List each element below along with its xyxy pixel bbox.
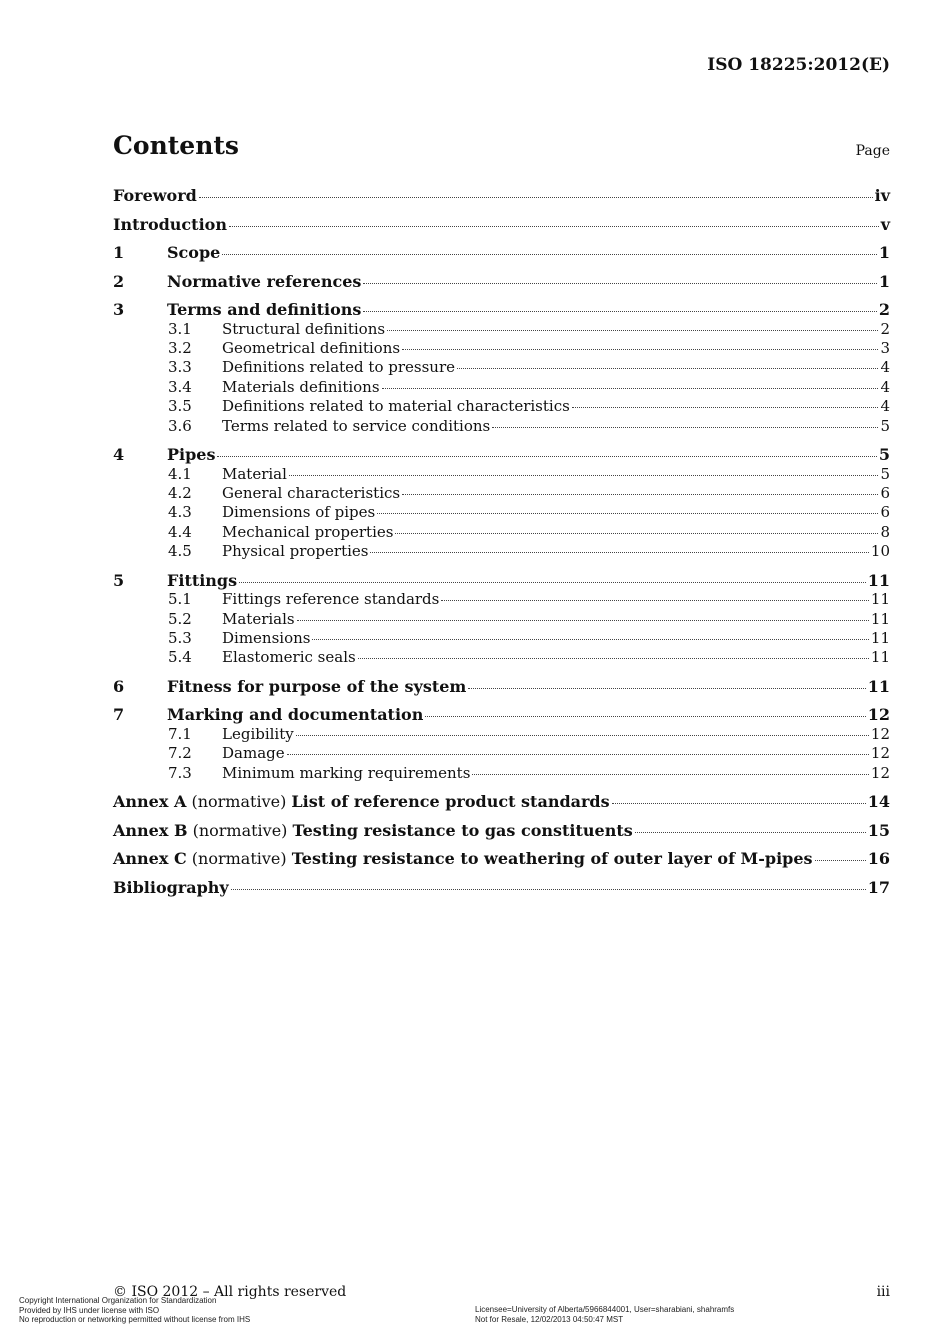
license-line: Not for Resale, 12/02/2013 04:50:47 MST [475,1314,624,1324]
dot-leader [612,803,866,804]
dot-leader [297,620,869,621]
toc-entry-title [222,542,368,561]
table-of-contents [113,186,890,897]
toc-entry-title [113,186,197,205]
toc-entry[interactable] [113,629,890,648]
dot-leader [441,600,869,601]
toc-entry[interactable] [113,610,890,629]
toc-entry-title [222,484,400,503]
toc-entry-title [222,339,400,358]
toc-entry-number: 5 [113,570,125,590]
toc-entry-title-main: Elastomeric seals [222,648,356,667]
toc-entry-title-main: Terms and definitions [167,300,362,320]
toc-entry-number: 4.5 [168,542,192,561]
dot-leader [402,349,878,350]
page-title: Contents [113,131,240,160]
toc-entry-number: 3.4 [168,377,192,396]
toc-entry[interactable] [113,186,890,205]
dot-leader [402,494,878,495]
toc-entry-page: 1 [878,243,890,263]
toc-entry[interactable] [113,571,890,590]
toc-entry[interactable] [113,503,890,522]
toc-entry[interactable] [113,590,890,609]
toc-entry-title [222,590,439,609]
toc-entry[interactable] [113,243,890,262]
toc-entry-title-main: Introduction [113,214,227,234]
license-notice-right [475,1305,734,1324]
toc-entry-page: 14 [867,792,890,812]
toc-entry-title [222,503,375,522]
dot-leader [377,513,878,514]
toc-entry-page: iv [874,186,890,205]
toc-entry-number: 3.3 [168,358,192,377]
toc-entry-page: 17 [867,877,890,897]
toc-entry-page: 1 [878,271,890,291]
copyright-notice: © ISO 2012 – All rights reserved [113,1284,347,1300]
toc-entry-number: 7 [113,705,125,725]
dot-leader [635,832,866,833]
toc-entry-title-main: Terms related to service conditions [222,416,491,435]
dot-leader [363,283,876,284]
toc-entry-title-main: Material [222,464,287,483]
toc-entry-title-main: Marking and documentation [167,705,424,725]
toc-entry-page: 12 [867,705,890,725]
toc-entry-page: 5 [880,416,890,435]
toc-entry-number: 5.3 [168,628,192,647]
toc-entry-page: 2 [878,300,890,320]
toc-entry-number: 7.2 [168,744,192,763]
toc-entry-number: 3 [113,300,125,320]
toc-entry-title-main: Materials [222,609,295,628]
dot-leader [492,427,878,428]
toc-entry[interactable] [113,523,890,542]
toc-entry-page: 6 [880,484,890,503]
toc-entry-page: 8 [880,522,890,541]
toc-entry-title-main: Structural definitions [222,319,386,338]
toc-entry[interactable] [113,542,890,561]
dot-leader [199,197,873,198]
toc-entry[interactable] [113,215,890,234]
toc-entry-page: 11 [867,570,890,590]
toc-entry[interactable] [113,320,890,339]
dot-leader [231,889,866,890]
toc-entry-number: 1 [113,243,125,263]
dot-leader [312,639,868,640]
toc-entry-page: 3 [880,339,890,358]
license-notice-left [19,1296,250,1325]
toc-entry-page: 4 [880,358,890,377]
dot-leader [468,688,865,689]
toc-entry-page: v [880,214,890,234]
page-column-label: Page [855,143,890,159]
toc-entry[interactable] [113,764,890,783]
toc-entry-page: 11 [870,609,890,628]
license-line: No reproduction or networking permitted without license from IHS [19,1315,251,1324]
toc-entry-page: 15 [867,820,890,840]
toc-entry-title [222,725,294,744]
toc-entry-title-main: Minimum marking requirements [222,763,471,782]
license-line: Provided by IHS under license with ISO [19,1305,160,1315]
dot-leader [572,407,879,408]
dot-leader [239,582,866,583]
toc-entry-title [222,397,570,416]
toc-entry-title [167,272,361,291]
document-id: ISO 18225:2012(E) [707,55,890,75]
toc-entry-title-main: Pipes [167,445,216,465]
dot-leader [370,552,868,553]
toc-entry[interactable] [113,378,890,397]
toc-entry-number: 5.4 [168,648,192,667]
toc-entry[interactable] [113,792,890,811]
toc-entry-number: 3.6 [168,416,192,435]
dot-leader [425,716,865,717]
toc-entry-title-main: Damage [222,744,285,763]
toc-entry[interactable] [113,339,890,358]
toc-entry-page: 12 [870,724,890,743]
dot-leader [815,860,866,861]
dot-leader [382,388,879,389]
toc-entry[interactable] [113,445,890,464]
toc-entry-annex-title: List of reference product standards [291,792,610,812]
toc-entry-number: 3.2 [168,339,192,358]
toc-entry-title-main: Legibility [222,724,294,743]
toc-entry[interactable] [113,300,890,319]
toc-entry[interactable] [113,272,890,291]
toc-entry-number: 5.1 [168,590,192,609]
toc-entry-title-main: Mechanical properties [222,522,394,541]
toc-entry-number: 4.4 [168,522,192,541]
toc-entry-title [167,677,466,696]
toc-entry-number: 7.3 [168,763,192,782]
toc-entry-number: 2 [113,271,125,291]
toc-entry-page: 5 [878,445,890,465]
toc-entry-annex-type: (normative) [187,820,293,840]
toc-entry-number: 4 [113,445,125,465]
toc-entry-title [167,705,423,724]
toc-entry[interactable] [113,878,890,897]
toc-entry-annex-type: (normative) [186,849,292,869]
toc-entry[interactable] [113,484,890,503]
toc-entry[interactable] [113,705,890,724]
toc-entry-page: 12 [870,763,890,782]
toc-entry-title-main: Definitions related to pressure [222,358,455,377]
toc-entry-title [167,445,215,464]
toc-entry-title-main: Scope [167,243,221,263]
toc-entry-annex-title: Testing resistance to weathering of outer layer of M-pipes [291,849,813,869]
dot-leader [217,456,876,457]
toc-entry-title [113,878,229,897]
toc-entry-title [113,215,227,234]
dot-leader [472,774,869,775]
toc-entry[interactable] [113,744,890,763]
page-number: iii [876,1284,890,1300]
toc-entry-number: 4.2 [168,484,192,503]
toc-entry-title-main: Dimensions of pipes [222,503,376,522]
toc-entry-annex-title: Testing resistance to gas constituents [292,820,633,840]
toc-entry-title-main: Fittings reference standards [222,590,440,609]
toc-entry-title [222,744,285,763]
toc-entry-title-main: Normative references [167,271,362,291]
toc-entry[interactable] [113,677,890,696]
toc-entry-title-main: Definitions related to material characteristics [222,397,570,416]
toc-entry-title-main: Geometrical definitions [222,339,401,358]
dot-leader [457,368,878,369]
toc-entry-title [167,300,361,319]
toc-entry-page: 16 [867,849,890,869]
toc-entry[interactable] [113,849,890,868]
toc-entry-page: 6 [880,503,890,522]
toc-entry-number: 4.1 [168,464,192,483]
toc-entry-page: 11 [870,590,890,609]
toc-entry-number: 3.1 [168,319,192,338]
dot-leader [395,533,878,534]
toc-entry-title [113,849,813,868]
dot-leader [222,254,877,255]
toc-entry-title [222,320,385,339]
toc-entry[interactable] [113,821,890,840]
toc-entry-title [222,465,287,484]
toc-entry[interactable] [113,358,890,377]
toc-entry-page: 11 [870,628,890,647]
toc-entry-title-main: Materials definitions [222,377,380,396]
toc-entry-title [113,821,633,840]
toc-entry[interactable] [113,648,890,667]
toc-entry-title [222,648,356,667]
toc-entry[interactable] [113,465,890,484]
toc-entry-title [167,571,237,590]
license-line: Copyright International Organization for Standardization [19,1296,217,1305]
toc-entry-page: 11 [870,648,890,667]
toc-entry-title [167,243,220,262]
toc-entry-title-main: Foreword [113,186,197,205]
toc-entry-number: 7.1 [168,724,192,743]
toc-entry-page: 2 [880,319,890,338]
dot-leader [296,735,869,736]
toc-entry-page: 5 [880,464,890,483]
toc-entry-number: 3.5 [168,397,192,416]
dot-leader [289,475,879,476]
dot-leader [229,226,879,227]
dot-leader [387,330,878,331]
toc-entry-title [222,523,393,542]
toc-entry-number: 6 [113,676,125,696]
toc-entry-title [222,378,380,397]
toc-entry-title-main: Annex A [113,792,187,812]
dot-leader [358,658,869,659]
toc-entry-page: 12 [870,744,890,763]
toc-entry-title-main: Annex C [113,849,187,869]
toc-entry-title [222,610,295,629]
toc-entry-title-main: Annex B [113,820,188,840]
toc-entry-number: 4.3 [168,503,192,522]
toc-entry-page: 4 [880,377,890,396]
toc-entry[interactable] [113,417,890,436]
toc-entry-number: 5.2 [168,609,192,628]
toc-entry-title-main: Fittings [167,570,238,590]
toc-entry[interactable] [113,725,890,744]
toc-entry-title [222,417,490,436]
toc-entry-title-main: Bibliography [113,877,229,897]
toc-entry-title [222,764,470,783]
toc-entry-title [222,358,455,377]
dot-leader [287,754,869,755]
toc-entry-title-main: General characteristics [222,484,401,503]
toc-entry-title-main: Dimensions [222,628,311,647]
dot-leader [363,311,876,312]
toc-entry-page: 4 [880,397,890,416]
toc-entry-title-main: Physical properties [222,542,369,561]
toc-entry-annex-type: (normative) [186,792,292,812]
toc-entry-title-main: Fitness for purpose of the system [167,676,467,696]
license-line: Licensee=University of Alberta/5966844001, User=sharabiani, shahramfs [475,1305,735,1314]
toc-entry[interactable] [113,397,890,416]
toc-entry-page: 11 [867,676,890,696]
toc-entry-title [222,629,310,648]
toc-entry-title [113,792,610,811]
toc-entry-page: 10 [870,542,890,561]
